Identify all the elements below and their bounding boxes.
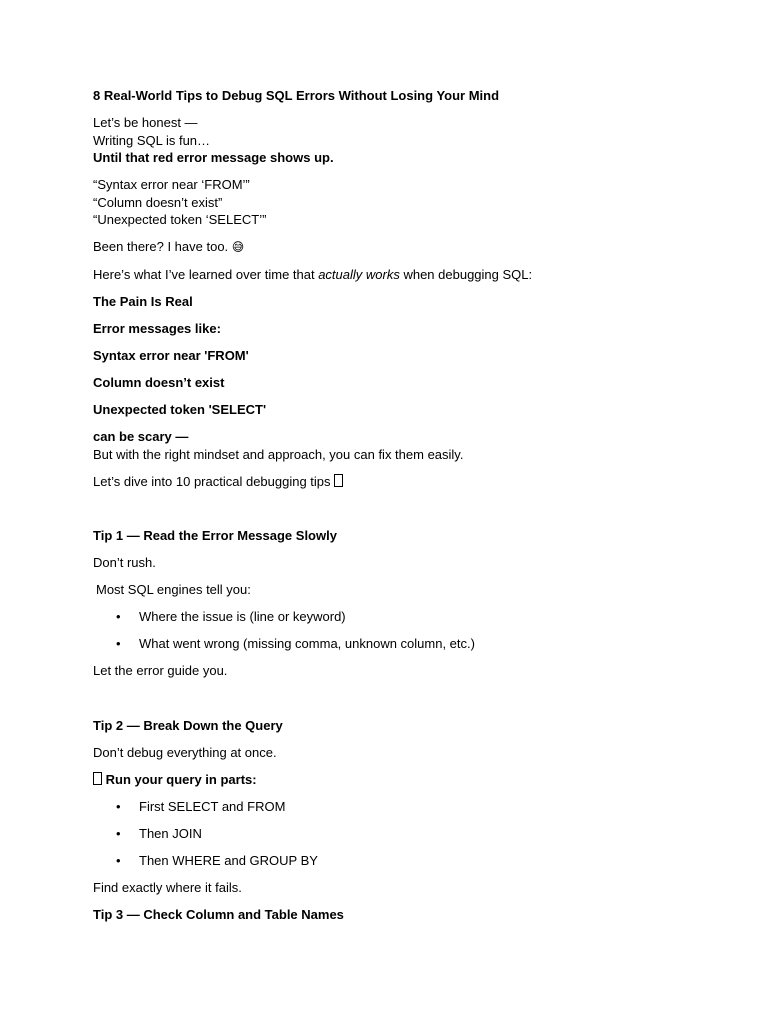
tip2-dont-debug: Don’t debug everything at once. xyxy=(93,744,277,760)
tip3-heading: Tip 3 — Check Column and Table Names xyxy=(93,906,344,922)
quoted-error-3: “Unexpected token ‘SELECT’” xyxy=(93,212,267,227)
been-there-text: Been there? I have too. xyxy=(93,239,229,254)
pain-item-3: Unexpected token 'SELECT' xyxy=(93,402,267,417)
learned-after: when debugging SQL: xyxy=(399,267,533,282)
tip2-heading: Tip 2 — Break Down the Query xyxy=(93,717,283,733)
tip2-find: Find exactly where it fails. xyxy=(93,879,242,895)
list-item: • Where the issue is (line or keyword) xyxy=(93,608,693,626)
learned-paragraph xyxy=(93,266,693,284)
tip1-list xyxy=(93,608,693,653)
intro-line-2: Writing SQL is fun… xyxy=(93,132,211,148)
list-item: • What went wrong (missing comma, unknown column, etc.) xyxy=(93,635,693,653)
missing-glyph-icon xyxy=(93,772,102,785)
pain-item-2: Column doesn’t exist xyxy=(93,375,225,390)
document-page xyxy=(93,87,693,923)
tip1-dont-rush: Don’t rush. xyxy=(93,555,156,570)
pain-heading: The Pain Is Real xyxy=(93,294,193,309)
can-be-scary: can be scary — xyxy=(93,429,189,444)
dive-paragraph xyxy=(93,473,693,491)
list-item: • Then WHERE and GROUP BY xyxy=(93,852,693,870)
intro-line-3: Until that red error message shows up. xyxy=(93,150,334,165)
tip2-run-parts: Run your query in parts: xyxy=(105,771,257,787)
tip1-engines: Most SQL engines tell you: xyxy=(96,582,251,597)
pain-item-1: Syntax error near 'FROM' xyxy=(93,348,249,363)
tip1-heading: Tip 1 — Read the Error Message Slowly xyxy=(93,528,337,543)
list-item: • Then JOIN xyxy=(93,825,693,843)
dive-text: Let’s dive into 10 practical debugging tips xyxy=(93,473,331,489)
intro-line-1: Let’s be honest — xyxy=(93,115,198,130)
error-messages-like: Error messages like: xyxy=(93,321,221,336)
quoted-error-1: “Syntax error near ‘FROM’” xyxy=(93,177,250,192)
quoted-error-2: “Column doesn’t exist” xyxy=(93,194,223,210)
mindset-line: But with the right mindset and approach, you can fix them easily. xyxy=(93,446,464,462)
learned-before: Here’s what I’ve learned over time that xyxy=(93,267,319,282)
document-title: 8 Real-World Tips to Debug SQL Errors Without Losing Your Mind xyxy=(93,88,500,103)
tip2-run-parts-paragraph xyxy=(93,771,693,789)
missing-glyph-icon xyxy=(334,474,343,487)
been-there-paragraph xyxy=(93,238,693,257)
learned-emphasis: actually works xyxy=(318,267,400,282)
tip2-list xyxy=(93,798,693,870)
tip1-guide: Let the error guide you. xyxy=(93,663,228,678)
sweat-smile-emoji-icon: 😅 xyxy=(231,240,245,254)
list-item: • First SELECT and FROM xyxy=(93,798,693,816)
